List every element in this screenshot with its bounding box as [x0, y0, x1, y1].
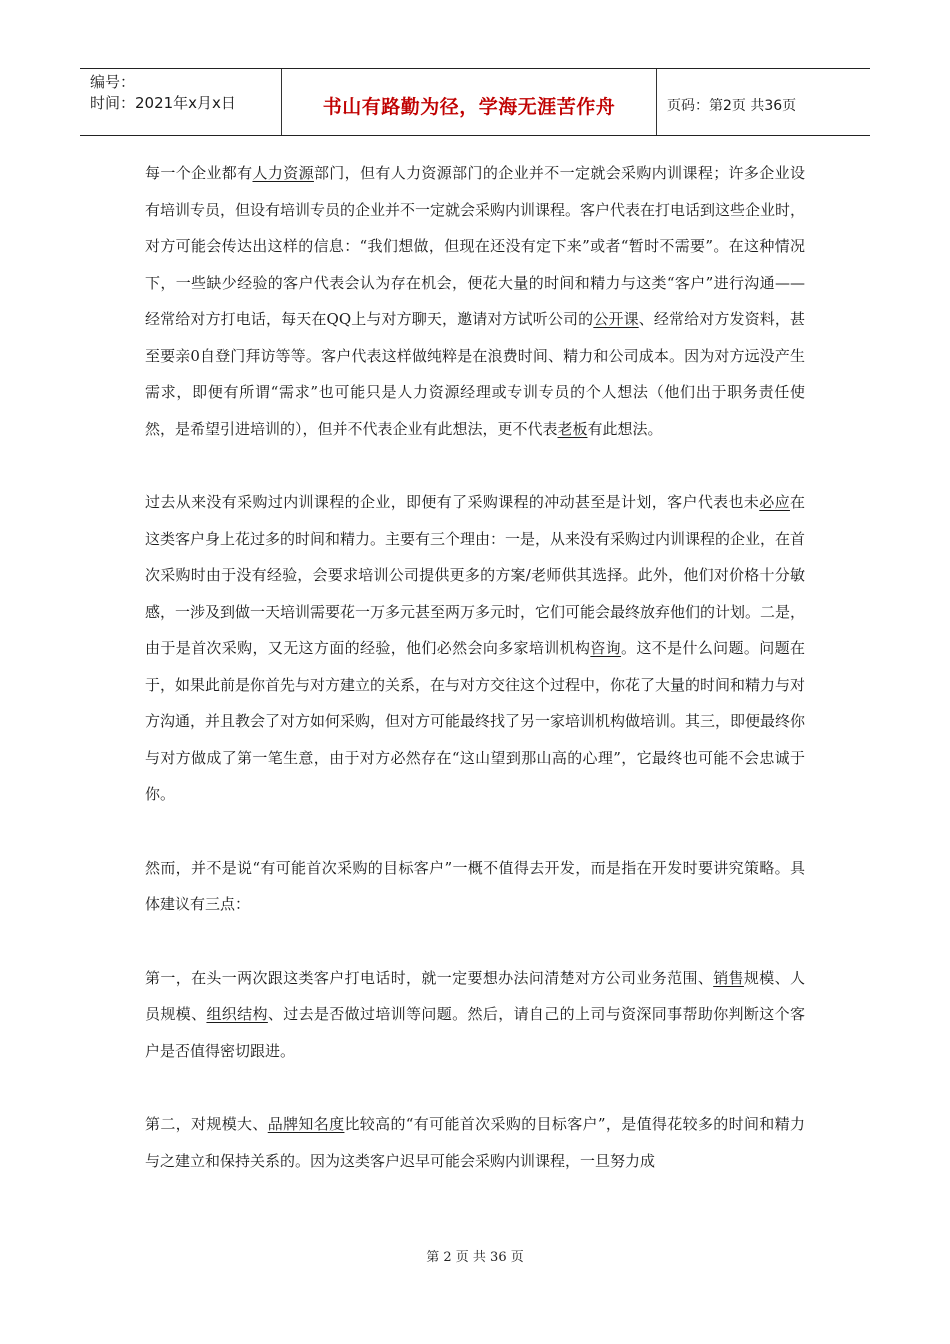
text-run: 在这类客户身上花过多的时间和精力。主要有三个理由：一是，从来没有采购过内训课程的企业，在首次采购时由于没有经验，会要求培训公司提供更多的方案/老师供其选择。此外，他们对价格十分敏感，一涉及到做一天培训需要花一万多元甚至两万多元时，它们可能会最终放弃他们的计划。二是，由于是首次采购，又无这方面的经验，他们必然会向多家培训机构 [145, 493, 806, 657]
header-meta [80, 69, 282, 135]
text-run: 过去从来没有采购过内训课程的企业，即便有了采购课程的冲动甚至是计划，客户代表也未 [145, 493, 760, 511]
text-run: 第一，在头一两次跟这类客户打电话时，就一定要想办法问清楚对方公司业务范围、 [145, 968, 714, 987]
doc-time-label: 时间：2021年x月x日 [90, 94, 236, 112]
text-run: 有此想法。 [587, 419, 663, 438]
paragraph [145, 155, 805, 447]
hyperlink-term[interactable]: 必应 [759, 493, 790, 511]
text-run: 规模、人员规模、 [145, 968, 805, 1023]
text-run: 每一个企业都有 [145, 164, 253, 182]
paragraph [145, 484, 805, 813]
paragraph [145, 960, 805, 1070]
document-body [145, 155, 805, 1216]
paragraph [145, 1106, 805, 1179]
header-page-info: 页码：第2页 共36页 [667, 98, 797, 114]
hyperlink-term[interactable]: 咨询 [590, 639, 622, 657]
hyperlink-term[interactable]: 品牌知名度 [267, 1115, 345, 1133]
text-run: 部门，但有人力资源部门的企业并不一定就会采购内训课程；许多企业设有培训专员，但设有培训专员的企业并不一定就会采购内训课程。客户代表在打电话到这些企业时，对方可能会传达出这样的信息：“我们想做，但现在还没有定下来”或者“暂时不需要”。在这种情况下，一些缺少经验的客户代表会认为存在机会，便花大量的时间和精力与这类“客户”进行沟通——经常给对方打电话，每天在QQ上与对方聊天，邀请对方试听公司的 [145, 164, 806, 328]
hyperlink-term[interactable]: 公开课 [593, 310, 639, 328]
hyperlink-term[interactable]: 人力资源 [252, 164, 314, 182]
text-run: 然而，并不是说“有可能首次采购的目标客户”一概不值得去开发，而是指在开发时要讲究策略。具体建议有三点： [145, 858, 805, 913]
text-run: 比较高的“有可能首次采购的目标客户”，是值得花较多的时间和精力与之建立和保持关系的。因为这类客户迟早可能会采购内训课程，一旦努力成 [145, 1115, 805, 1170]
text-run: 、经常给对方发资料，甚至要亲0自登门拜访等等。客户代表这样做纯粹是在浪费时间、精力和公司成本。因为对方远没产生需求，即便有所谓“需求”也可能只是人力资源经理或专训专员的个人想法（他们出于职务责任使然，是希望引进培训的），但并不代表企业有此想法，更不代表 [145, 310, 805, 438]
page-footer: 第 2 页 共 36 页 [426, 1250, 524, 1265]
text-run: 第二，对规模大、 [145, 1115, 268, 1133]
text-run: 、过去是否做过培训等问题。然后，请自己的上司与资深同事帮助你判断这个客户是否值得密切跟进。 [145, 1005, 805, 1060]
hyperlink-term[interactable]: 老板 [557, 419, 588, 438]
hyperlink-term[interactable]: 组织结构 [206, 1005, 268, 1023]
hyperlink-term[interactable]: 销售 [713, 968, 744, 987]
paragraph [145, 850, 805, 923]
header-motto: 书山有路勤为径，学海无涯苦作舟 [282, 69, 657, 135]
page-header [80, 68, 870, 136]
doc-number-label: 编号： [90, 73, 136, 91]
text-run: 。这不是什么问题。问题在于，如果此前是你首先与对方建立的关系，在与对方交往这个过程中，你花了大量的时间和精力与对方沟通，并且教会了对方如何采购，但对方可能最终找了另一家培训机构做培训。其三，即便最终你与对方做成了第一笔生意，由于对方必然存在“这山望到那山高的心理”，它最终也可能不会忠诚于你。 [145, 639, 806, 803]
